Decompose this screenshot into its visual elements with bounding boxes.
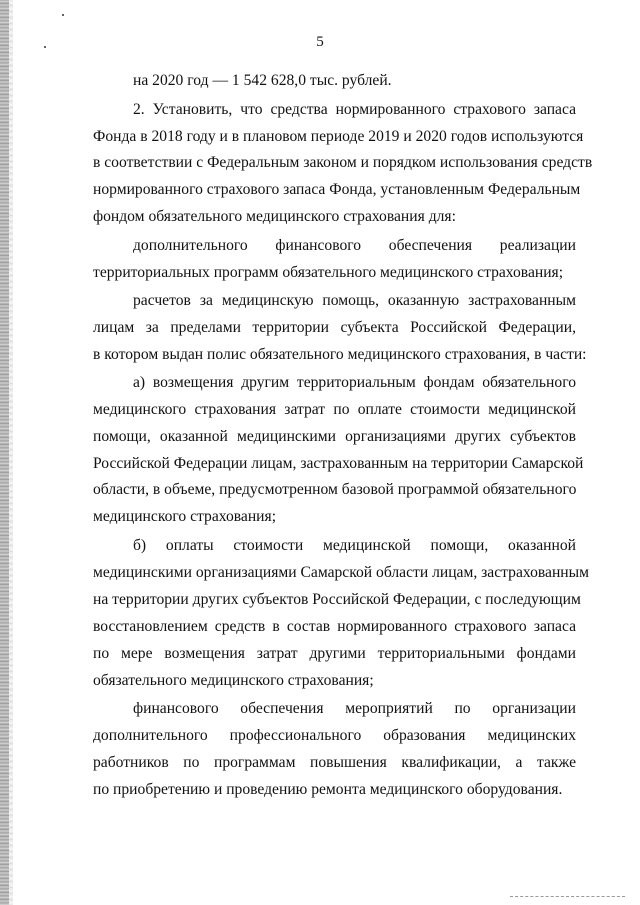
text-line: по мере возмещения затрат другими территориальными фондами <box>93 645 576 662</box>
text-line: а) возмещения другим территориальным фондам обязательного <box>133 374 576 391</box>
page-number: 5 <box>316 34 324 50</box>
text-line: восстановлением средств в состав нормированного страхового запаса <box>93 618 576 635</box>
text-line: Российской Федерации лицам, застрахованным на территории Самарской <box>93 455 584 472</box>
text-line: по приобретению и проведению ремонта медицинского оборудования. <box>93 781 563 798</box>
text-line: медицинскими организациями Самарской области лицам, застрахованным <box>93 564 589 581</box>
text-line: на территории других субъектов Российской Федерации, с последующим <box>93 591 581 608</box>
scan-left-edge <box>0 0 9 905</box>
text-line: дополнительного профессионального образования медицинских <box>93 727 576 744</box>
text-line: помощи, оказанной медицинскими организациями других субъектов <box>93 428 576 445</box>
text-line: работников по программам повышения квалификации, а также <box>93 754 576 771</box>
text-line: фондом обязательного медицинского страхования для: <box>93 208 456 225</box>
text-line: расчетов за медицинскую помощь, оказанную застрахованным <box>133 292 576 309</box>
text-line: медицинского страхования; <box>93 508 277 525</box>
text-line: на 2020 год — 1 542 628,0 тыс. рублей. <box>133 72 392 89</box>
scan-left-edge-shadow <box>9 0 13 905</box>
text-line: б) оплаты стоимости медицинской помощи, оказанной <box>133 537 576 554</box>
text-line: лицам за пределами территории субъекта Российской Федерации, <box>93 319 576 336</box>
text-line: в котором выдан полис обязательного медицинского страхования, в части: <box>93 346 587 363</box>
text-line: нормированного страхового запаса Фонда, установленным Федеральным <box>93 181 581 198</box>
text-line: в соответствии с Федеральным законом и порядком использования средств <box>93 154 593 171</box>
text-line: Фонда в 2018 году и в плановом периоде 2019 и 2020 годов используются <box>93 128 584 145</box>
text-line: обязательного медицинского страхования; <box>93 672 374 689</box>
scan-speck <box>62 14 64 16</box>
text-line: финансового обеспечения мероприятий по организации <box>133 700 576 717</box>
text-line: области, в объеме, предусмотренном базовой программой обязательного <box>93 481 577 498</box>
text-line: территориальных программ обязательного медицинского страхования; <box>93 264 564 281</box>
text-line: дополнительного финансового обеспечения реализации <box>133 237 576 254</box>
text-line: медицинского страхования затрат по оплате стоимости медицинской <box>93 401 576 418</box>
scan-bottom-artifact <box>510 896 625 898</box>
text-line: 2. Установить, что средства нормированного страхового запаса <box>133 101 576 118</box>
